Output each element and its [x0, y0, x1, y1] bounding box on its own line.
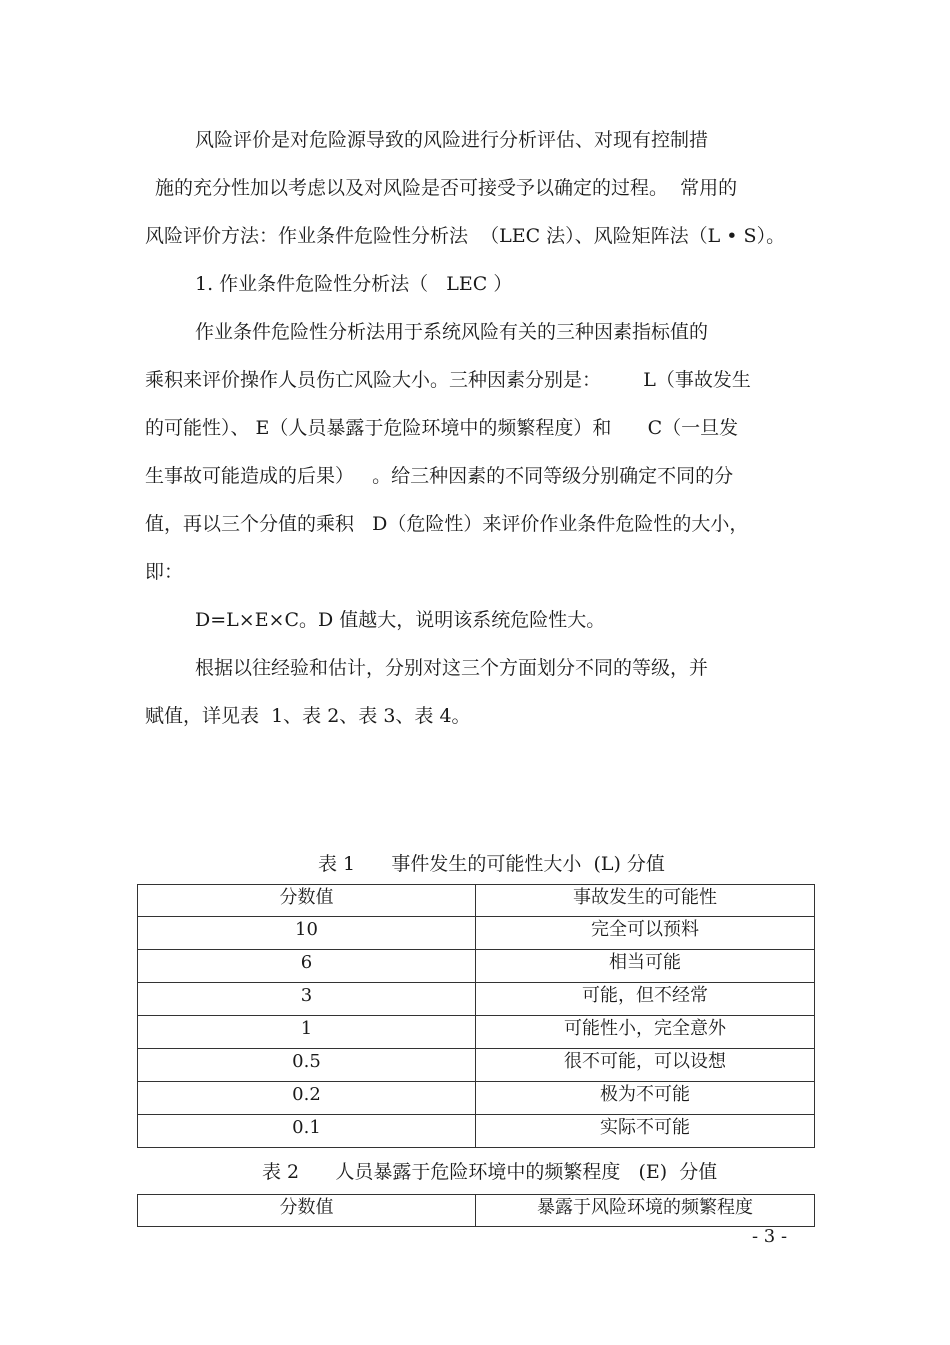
table-1-caption: 表 1 事件发生的可能性大小 (L) 分值: [318, 853, 665, 875]
table-cell: 1: [138, 1016, 476, 1049]
paragraph-1-line-2: 施的充分性加以考虑以及对风险是否可接受予以确定的过程。 常用的: [155, 177, 738, 199]
paragraph-2-line-5: 值，再以三个分值的乘积 D（危险性）来评价作业条件危险性的大小，: [145, 513, 749, 535]
table-header-cell: 暴露于风险环境的频繁程度: [476, 1195, 815, 1227]
table-header-cell: 事故发生的可能性: [476, 885, 815, 917]
table-header-row: [138, 1195, 815, 1227]
table-cell: 可能性小，完全意外: [476, 1016, 815, 1049]
table-row: [138, 1016, 815, 1049]
table-row: [138, 1049, 815, 1082]
table-cell: 0.2: [138, 1082, 476, 1115]
paragraph-1-line-1: 风险评价是对危险源导致的风险进行分析评估、对现有控制措: [195, 129, 709, 151]
paragraph-2-line-4: 生事故可能造成的后果） 。给三种因素的不同等级分别确定不同的分: [145, 465, 734, 487]
table-row: [138, 950, 815, 983]
table-cell: 完全可以预料: [476, 917, 815, 950]
table-row: [138, 983, 815, 1016]
table-cell: 6: [138, 950, 476, 983]
table-row: [138, 917, 815, 950]
table-cell: 可能，但不经常: [476, 983, 815, 1016]
table-2: [137, 1194, 815, 1227]
paragraph-3-line-1: 根据以往经验和估计，分别对这三个方面划分不同的等级，并: [195, 657, 709, 679]
table-cell: 0.1: [138, 1115, 476, 1148]
table-cell: 10: [138, 917, 476, 950]
table-cell: 很不可能，可以设想: [476, 1049, 815, 1082]
table-header-row: [138, 885, 815, 917]
paragraph-2-line-2: 乘积来评价操作人员伤亡风险大小。三种因素分别是： L（事故发生: [145, 369, 751, 391]
table-header-cell: 分数值: [138, 885, 476, 917]
paragraph-3-line-2: 赋值，详见表 1、表 2、表 3、表 4。: [145, 705, 471, 727]
table-2-caption: 表 2 人员暴露于危险环境中的频繁程度 (E) 分值: [262, 1161, 718, 1183]
formula-line: D=L×E×C。D 值越大，说明该系统危险性大。: [195, 609, 606, 631]
paragraph-2-line-1: 作业条件危险性分析法用于系统风险有关的三种因素指标值的: [195, 321, 709, 343]
table-cell: 极为不可能: [476, 1082, 815, 1115]
table-cell: 0.5: [138, 1049, 476, 1082]
table-1: [137, 884, 815, 1148]
page-number: - 3 -: [752, 1226, 788, 1247]
table-cell: 实际不可能: [476, 1115, 815, 1148]
paragraph-2-line-3: 的可能性）、 E（人员暴露于危险环境中的频繁程度）和 C（一旦发: [145, 417, 739, 439]
table-header-cell: 分数值: [138, 1195, 476, 1227]
table-cell: 相当可能: [476, 950, 815, 983]
paragraph-2-line-6: 即：: [145, 561, 184, 583]
table-cell: 3: [138, 983, 476, 1016]
section-heading-lec: 1. 作业条件危险性分析法（ LEC ）: [195, 273, 513, 295]
paragraph-1-line-3: 风险评价方法：作业条件危险性分析法 （LEC 法）、风险矩阵法（L • S）。: [145, 225, 786, 247]
table-row: [138, 1115, 815, 1148]
table-row: [138, 1082, 815, 1115]
